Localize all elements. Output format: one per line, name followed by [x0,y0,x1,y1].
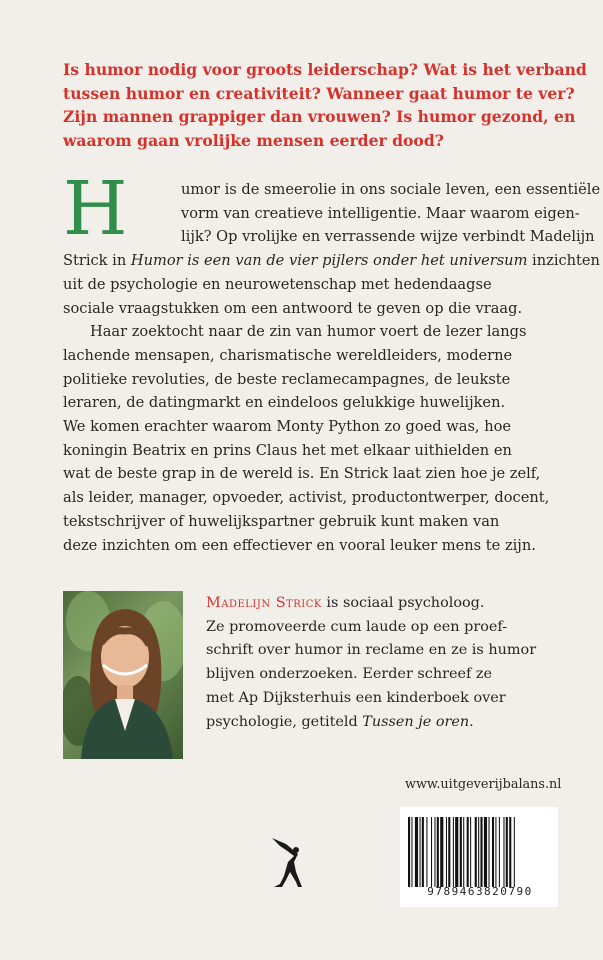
other-book-title: Tussen je oren [362,713,470,730]
body-line: lijk? Op vrolijke en verrassende wijze verbindt Madelijn [181,228,595,246]
teaser-line: Is humor nodig voor groots leiderschap? Wat is het verband [63,60,587,79]
author-name: Madelijn Strick [206,595,322,611]
barcode-bar [499,817,500,887]
barcode-bar [506,817,508,887]
barcode-bar [470,817,471,887]
barcode-bar [478,817,479,887]
barcode-bar [422,817,424,887]
body-line [63,249,600,273]
barcode-bar [434,817,435,887]
barcode-bar [415,817,418,887]
blurb-body [63,178,601,557]
drop-cap: H [63,166,128,252]
body-line: tekstschrijver of huwelijkspartner gebruik kunt maken van [63,512,500,530]
barcode-bar [440,817,443,887]
body-text-fragment: inzichten [527,252,600,270]
body-line: koningin Beatrix en prins Claus het met elkaar uithielden en [63,441,512,459]
bio-text-fragment: is sociaal psycholoog. [321,595,485,611]
author-bio [206,592,586,734]
body-text-fragment: Strick in [63,252,131,270]
barcode-bar [448,817,450,887]
barcode-bar [411,817,412,887]
body-line: leraren, de datingmarkt en eindeloos gelukkige huwelijken. [63,394,506,412]
teaser-line: tussen humor en creativiteit? Wanneer gaat humor te ver? [63,83,575,103]
barcode-bar [492,817,494,887]
bio-line: Ze promoveerde cum laude op een proef- [206,618,508,635]
barcode-bar [480,817,482,887]
book-title: Humor is een van de vier pijlers onder het universum [130,252,528,270]
bio-text-fragment: psychologie, getiteld [206,713,363,730]
barcode-bar [489,817,490,887]
barcode-bar [495,817,496,887]
bio-text-fragment: . [469,713,474,730]
barcode-bar [514,817,515,887]
barcode-bar [446,817,447,887]
body-line: umor is de smeerolie in ons sociale leven, een essentiële [181,181,601,198]
barcode-bar [453,817,454,887]
teaser-questions [63,58,587,153]
body-line: als leider, manager, opvoeder, activist, productontwerper, docent, [63,489,550,507]
barcode-bar [467,817,469,887]
bio-line [206,711,586,735]
bio-line [206,592,586,616]
body-line: vorm van creatieve intelligentie. Maar waarom eigen- [181,204,580,222]
barcode-bar [484,817,487,887]
barcode-bar [463,817,464,887]
body-line: politieke revoluties, de beste reclamecampagnes, de leukste [63,370,511,388]
bio-line: met Ap Dijksterhuis een kinderboek over [206,689,506,706]
barcode-bar [460,817,462,887]
body-line: We komen erachter waarom Monty Python zo goed was, hoe [63,418,512,436]
author-photo [63,591,183,759]
publisher-url: www.uitgeverijbalans.nl [405,777,562,792]
teaser-line: waarom gaan vrolijke mensen eerder dood? [63,131,444,151]
barcode-bar [437,817,439,887]
barcode-bar [420,817,421,887]
body-line: wat de beste grap in de wereld is. En Strick laat zien hoe je zelf, [63,465,541,483]
isbn-number: 9789463820790 [427,885,533,898]
barcode-bar [455,817,458,887]
bio-line: blijven onderzoeken. Eerder schreef ze [206,666,493,683]
body-line: Haar zoektocht naar de zin van humor voert de lezer langs [90,323,527,341]
bio-line: schrift over humor in reclame en ze is humor [206,642,537,659]
publisher-logo-icon [266,832,306,892]
body-line: deze inzichten om een effectiever en vooral leuker mens te zijn. [63,536,536,554]
body-line: lachende mensapen, charismatische wereldleiders, moderne [63,346,513,364]
barcode-bar [475,817,477,887]
body-line: sociale vraagstukken om een antwoord te geven op die vraag. [63,299,523,317]
barcode-bar [408,817,410,887]
teaser-line: Zijn mannen grappiger dan vrouwen? Is humor gezond, en [63,107,576,127]
author-portrait-illustration [63,591,183,759]
barcode-bar [426,817,427,887]
barcode-bar [503,817,504,887]
barcode-bar [431,817,432,887]
barcode-bar [509,817,511,887]
body-line: uit de psychologie en neurowetenschap met hedendaagse [63,275,492,293]
